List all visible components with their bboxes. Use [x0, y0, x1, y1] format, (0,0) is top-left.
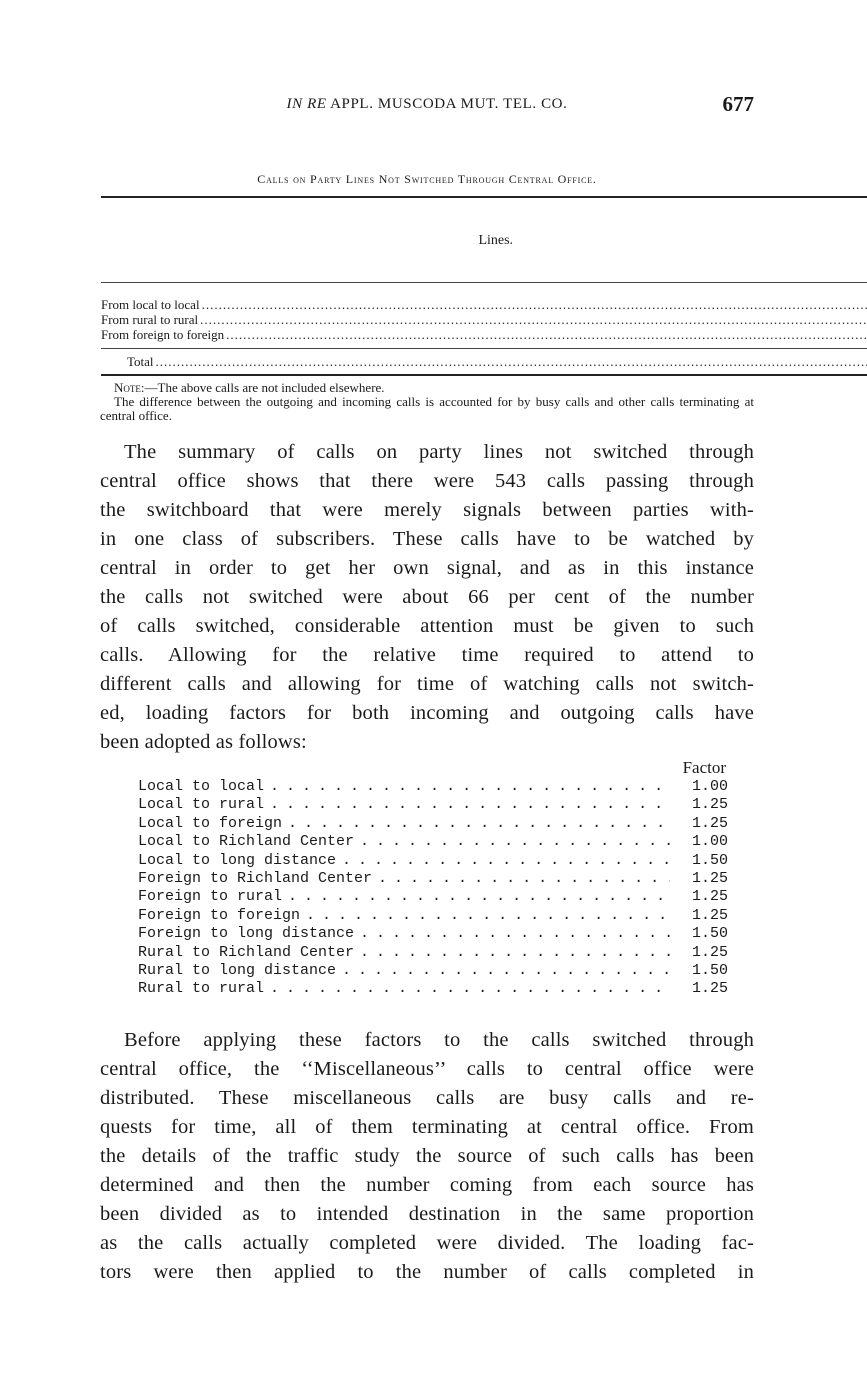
paragraph-line: quests for time, all of them terminating at central office. From [100, 1116, 754, 1138]
paragraph-line: central office shows that there were 543 calls passing through [100, 470, 754, 492]
factor-label: Local to Richland Center [138, 833, 355, 851]
factor-value: 1.25 [691, 796, 728, 814]
table-header-row [101, 198, 867, 283]
factor-label: Local to local [138, 778, 265, 795]
factor-row [138, 980, 728, 998]
factor-label: Local to foreign [138, 814, 283, 832]
table-row [101, 312, 867, 327]
factor-label: Local to rural [138, 796, 265, 814]
factor-row [138, 888, 728, 906]
factor-label: Rural to long distance [138, 961, 337, 979]
factor-row [138, 833, 728, 851]
paragraph-line: of calls switched, considerable attention must be given to such [100, 615, 754, 637]
paragraph-line: different calls and allowing for time of watching calls not switch- [100, 673, 754, 695]
paragraph-line: calls. Allowing for the relative time required to attend to [100, 644, 754, 666]
note-second: The difference between the outgoing and incoming calls is accounted for by busy calls and other calls terminating at central office. [100, 394, 754, 423]
row-label: From rural to rural [101, 312, 199, 327]
paragraph-line: distributed. These miscellaneous calls are busy calls and re- [100, 1087, 754, 1109]
factor-value: 1.25 [691, 943, 728, 961]
factor-row [138, 796, 728, 814]
paragraph-line: in one class of subscribers. These calls have to be watched by [100, 528, 754, 550]
factor-value: 1.25 [691, 906, 728, 924]
party-lines-table [101, 196, 867, 376]
table-notes [100, 381, 754, 423]
factor-row [138, 870, 728, 888]
note-first-text: —The above calls are not included elsewhere. [144, 380, 385, 395]
factor-row [138, 852, 728, 870]
factor-row [138, 778, 728, 796]
loading-factor-list [138, 758, 728, 999]
factor-value: 1.50 [691, 961, 728, 979]
factor-label: Local to long distance [138, 851, 337, 869]
factor-label: Rural to rural [138, 980, 265, 998]
paragraph-line: determined and then the number coming from each source has [100, 1174, 754, 1196]
paragraph-line: been adopted as follows: [100, 731, 307, 753]
factor-row [138, 907, 728, 925]
paragraph-line: as the calls actually completed were divided. The loading fac- [100, 1232, 754, 1254]
running-title [100, 96, 754, 113]
factor-label: Foreign to long distance [138, 925, 355, 943]
factor-label: Foreign to foreign [138, 906, 301, 924]
paragraph-line: the switchboard that were merely signals between parties with- [100, 499, 754, 521]
table-bottom-rule [101, 375, 867, 376]
table-caption: Calls on Party Lines Not Switched Through Central Office. [257, 172, 597, 186]
factor-value: 1.00 [691, 778, 728, 795]
factor-row [138, 962, 728, 980]
paragraph-line: Before applying these factors to the calls switched through [124, 1029, 754, 1051]
row-label: From local to local [101, 297, 200, 312]
factor-value: 1.25 [691, 814, 728, 832]
paragraph-line: tors were then applied to the number of calls completed in [100, 1261, 754, 1283]
note-label: Note: [114, 380, 145, 395]
paragraph-line: central office, the ‘‘Miscellaneous’’ calls to central office were [100, 1058, 754, 1080]
paragraph-line: the details of the traffic study the source of such calls has been [100, 1145, 754, 1167]
factor-value: 1.25 [691, 980, 728, 998]
distribution-paragraph [100, 1026, 754, 1287]
paragraph-line: ed, loading factors for both incoming and outgoing calls have [100, 702, 754, 724]
row-label: From foreign to foreign [101, 327, 225, 342]
factor-label: Foreign to Richland Center [138, 869, 373, 887]
paragraph-line: been divided as to intended destination in the same proportion [100, 1203, 754, 1225]
paragraph-line: The summary of calls on party lines not switched through [124, 441, 754, 463]
total-label: Total [127, 354, 154, 369]
running-header [100, 92, 754, 126]
factor-label: Rural to Richland Center [138, 943, 355, 961]
paragraph-line: central in order to get her own signal, and as in this instance [100, 557, 754, 579]
factor-row [138, 944, 728, 962]
page-number: 677 [722, 92, 754, 116]
running-title-rest: APPL. MUSCODA MUT. TEL. CO. [326, 96, 568, 112]
factor-row [138, 925, 728, 943]
running-title-italic: IN RE [286, 96, 327, 112]
note-first [100, 381, 754, 395]
table-spacer [101, 283, 867, 298]
table-row [101, 297, 867, 312]
factor-label: Foreign to rural [138, 888, 283, 906]
factor-value: 1.00 [691, 833, 728, 851]
column-header-lines: Lines. [101, 198, 867, 283]
table-row [101, 327, 867, 342]
factor-value: 1.25 [691, 888, 728, 906]
factor-column-header: Factor [682, 758, 726, 777]
paragraph-line: the calls not switched were about 66 per cent of the number [100, 586, 754, 608]
factor-value: 1.25 [691, 869, 728, 887]
factor-row [138, 815, 728, 833]
table-total-row [101, 349, 867, 375]
summary-paragraph [100, 438, 754, 757]
factor-value: 1.50 [691, 851, 728, 869]
factor-value: 1.50 [691, 925, 728, 943]
